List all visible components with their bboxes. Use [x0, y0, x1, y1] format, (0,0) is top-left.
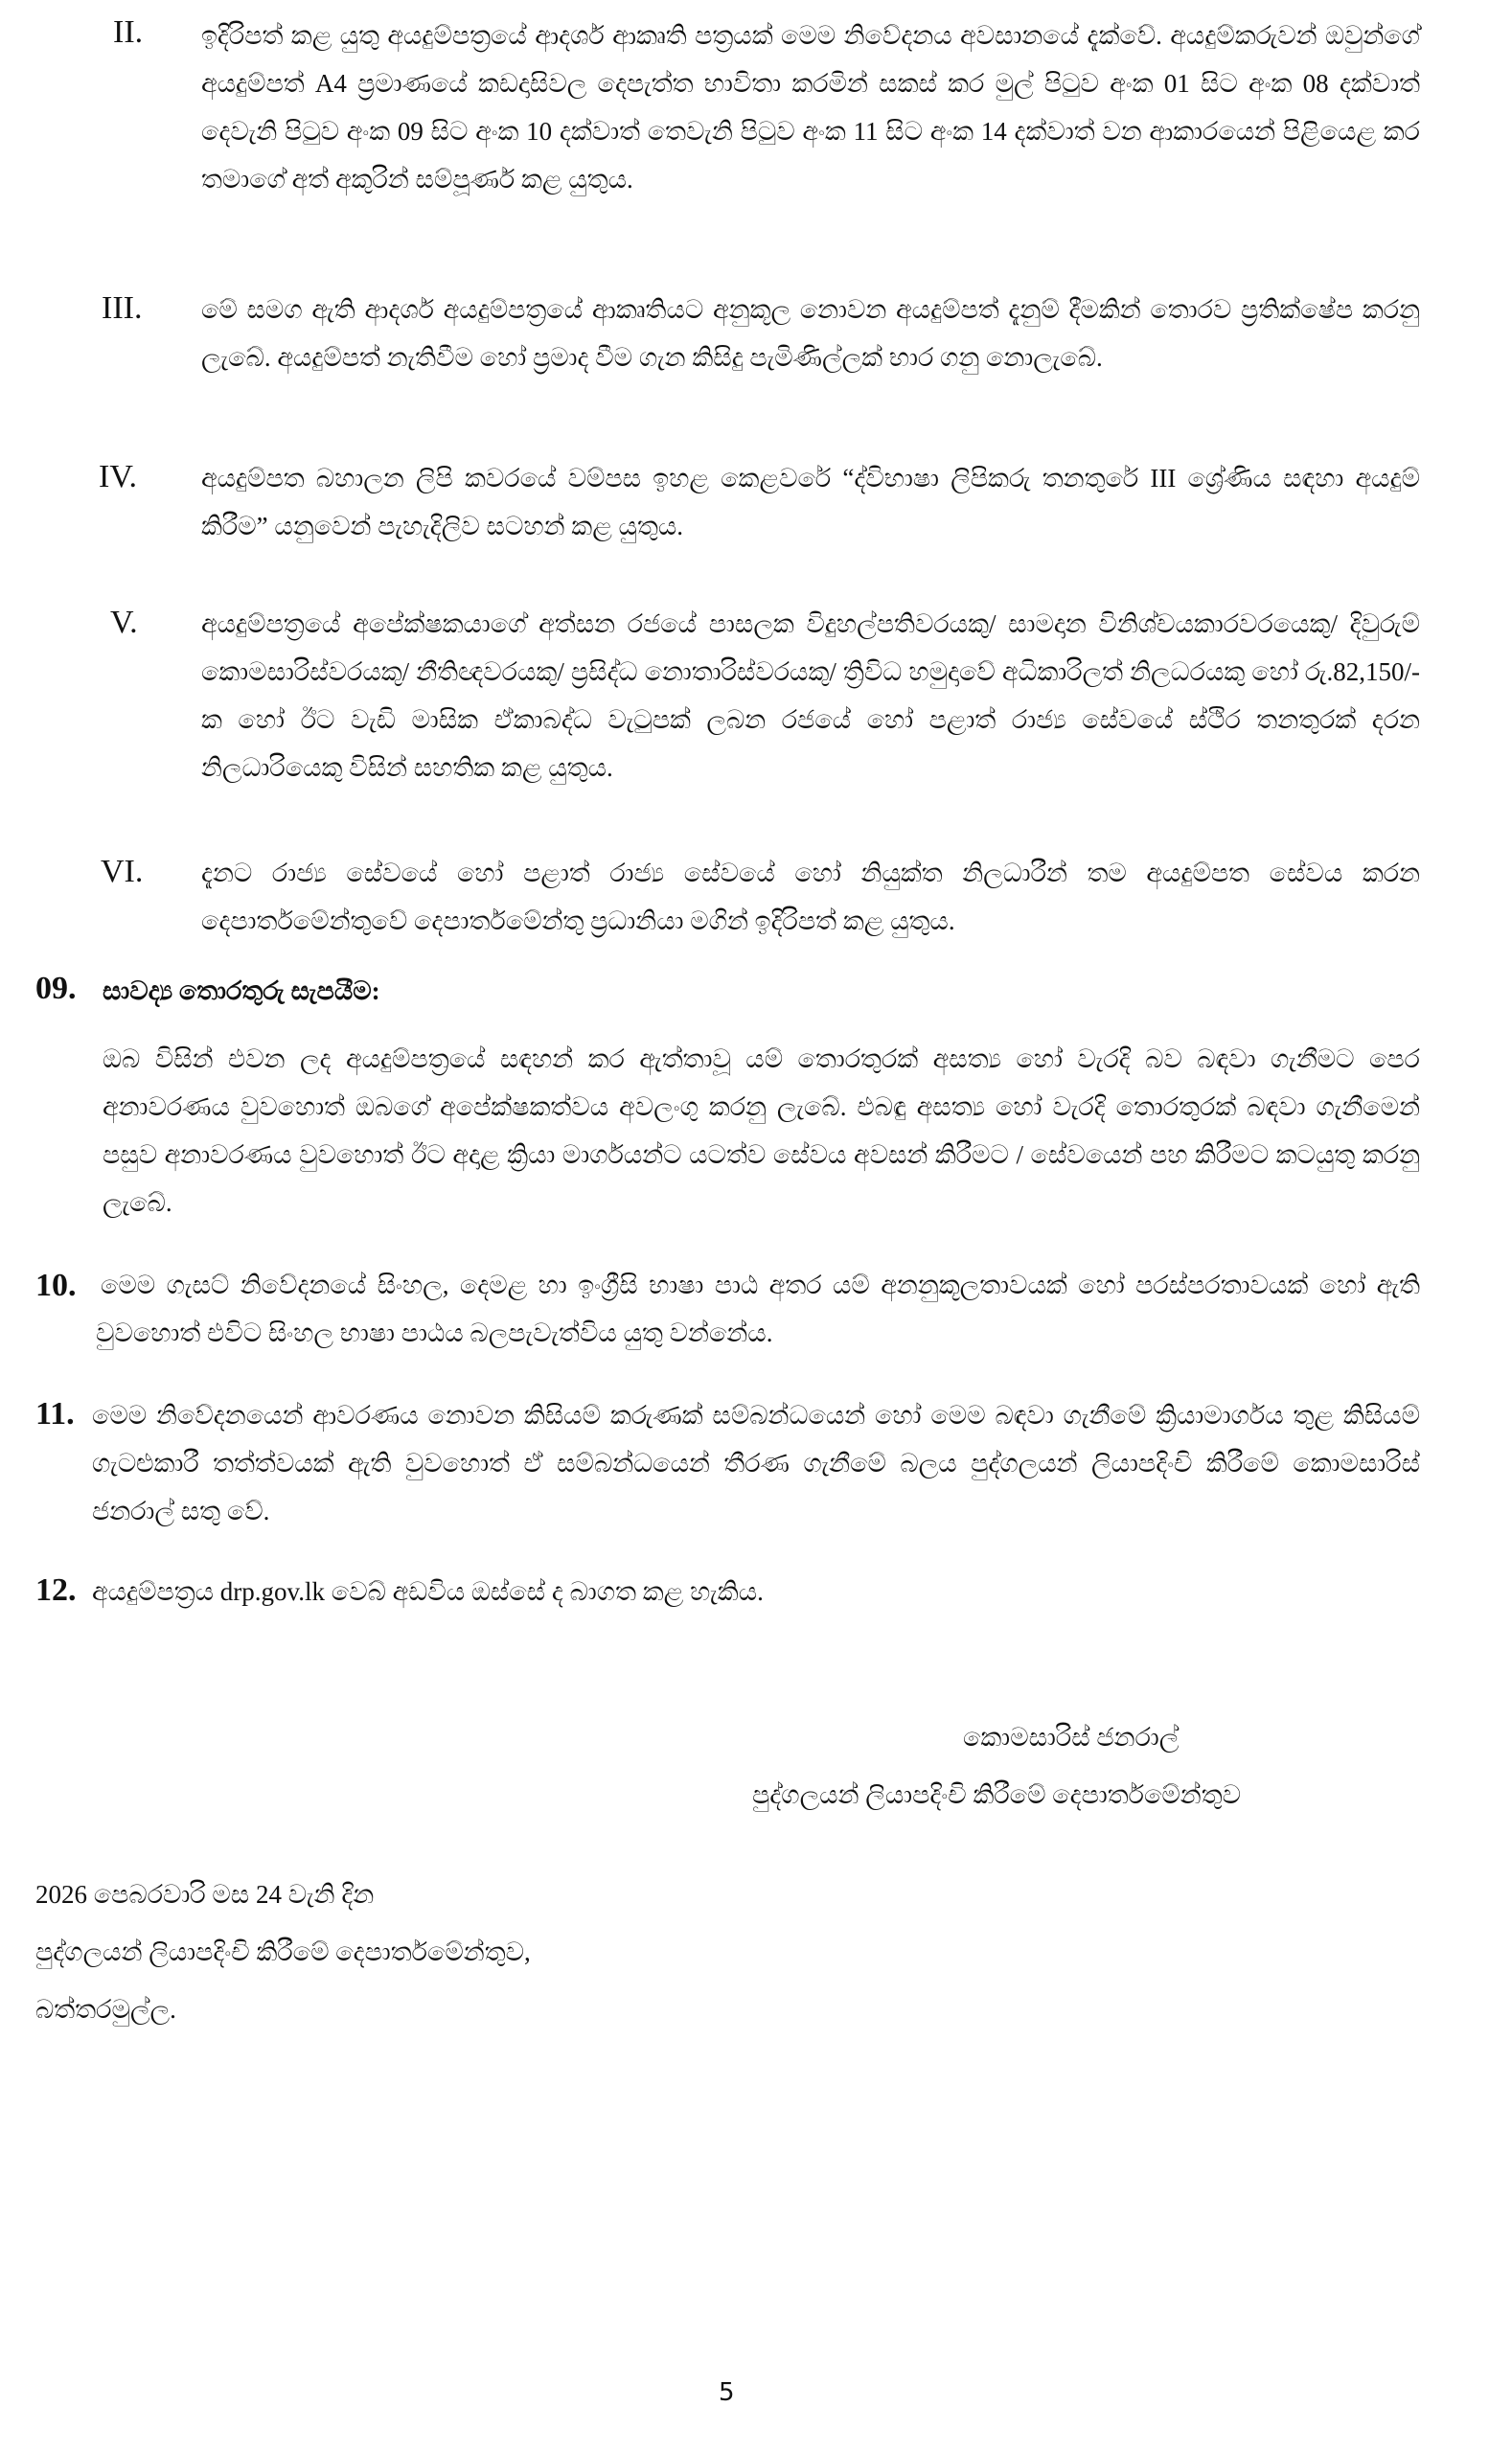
signature-title: කොමසාරිස් ජනරාල් — [963, 1723, 1180, 1752]
section-text-09: ඔබ විසින් එවන ලද අයදුම්පත්‍රයේ සඳහන් කර ඇත්තාවූ යම් තොරතුරක් අසත්‍ය හෝ වැරදි බව බඳවා ගැනීමට පෙර අනාවරණය වුවහොත් ඔබගේ අපේක්ෂකත්වය අවලංගු කරනු ලැබේ. එබඳු අසත්‍ය හෝ වැරදි තොරතුරක් බඳවා ගැනීමෙන් පසුව අනාවරණය වුවහොත් ඊට අදාළ ක්‍රියා මාර්ගයන්ට යටත්ව සේවය අවසන් කිරීමට / සේවයෙන් පහ කිරීමට කටයුතු කරනු ලැබේ. — [103, 1044, 1420, 1217]
subsection-text-iii: මේ සමග ඇති ආදර්ශ අයදුම්පත්‍රයේ ආකෘතියට අනුකූල නොවන අයදුම්පත් දැනුම් දීමකින් තොරව ප්‍රතික්ෂේප කරනු ලැබේ. අයදුම්පත් නැතිවීම හෝ ප්‍රමාද වීම ගැන කිසිදු පැමිණිල්ලක් භාර ගනු නොලැබේ. — [201, 295, 1420, 372]
section-number-09: 09. — [35, 971, 77, 1006]
subsection-numeral-v: V. — [110, 605, 138, 640]
page-number: 5 — [719, 2378, 735, 2407]
subsection-numeral-iii: III. — [102, 290, 143, 326]
section-number-10: 10. — [35, 1268, 77, 1303]
issuing-location: බත්තරමුල්ල. — [35, 1995, 176, 2024]
subsection-numeral-vi: VI. — [101, 854, 144, 889]
subsection-text-ii: ඉදිරිපත් කළ යුතු අයදුම්පත්‍රයේ ආදර්ශ ආකෘති පත්‍රයක් මෙම නිවේදනය අවසානයේ දැක්වේ. අයදුම්කරුවන් ඔවුන්ගේ අයදුම්පත් A4 ප්‍රමාණයේ කඩදාසිවල දෙපැත්ත භාවිතා කරමින් සකස් කර මුල් පිටුව අංක 01 සිට අංක 08 දක්වාත් දෙවැනි පිටුව අංක 09 සිට අංක 10 දක්වාත් තෙවැනි පිටුව අංක 11 සිට අංක 14 දක්වාත් වන ආකාරයෙන් පිළියෙළ කර තමාගේ අත් අකුරින් සම්පූර්ණ කළ යුතුය. — [201, 21, 1420, 194]
issue-date: 2026 පෙබරවාරි මස 24 වැනි දින — [35, 1880, 375, 1909]
subsection-numeral-ii: II. — [113, 14, 144, 50]
section-text-10: මෙම ගැසට් නිවේදනයේ සිංහල, දෙමළ හා ඉංග්‍රීසි භාෂා පාඨ අතර යම් අනනුකූලතාවයක් හෝ පරස්පරතාවයක් හෝ ඇති වුවහොත් එවිට සිංහල භාෂා පාඨය බලපැවැත්විය යුතු වන්නේය. — [96, 1271, 1420, 1347]
subsection-text-vi: දැනට රාජ්‍ය සේවයේ හෝ පළාත් රාජ්‍ය සේවයේ හෝ නියුක්ත නිලධාරීන් තම අයදුම්පත සේවය කරන දෙපාර්තමේන්තුවේ දෙපාර්තමේන්තු ප්‍රධානියා මගින් ඉදිරිපත් කළ යුතුය. — [201, 859, 1420, 935]
section-text-12: අයදුම්පත්‍රය drp.gov.lk වෙබ් අඩවිය ඔස්සේ ද බාගත කළ හැකිය. — [92, 1577, 764, 1606]
subsection-numeral-iv: IV. — [99, 459, 137, 494]
section-text-11: මෙම නිවේදනයෙන් ආවරණය නොවන කිසියම් කරුණක් සම්බන්ධයෙන් හෝ මෙම බඳවා ගැනීමේ ක්‍රියාමාර්ගය තුළ කිසියම් ගැටළුකාරී තත්ත්වයක් ඇති වුවහොත් ඒ සම්බන්ධයෙන් තීරණ ගැනීමේ බලය පුද්ගලයන් ලියාපදිංචි කිරීමේ කොමසාරිස් ජනරාල් සතු වේ. — [92, 1401, 1420, 1525]
subsection-text-iv: අයදුම්පත බහාලන ලිපි කවරයේ වම්පස ඉහළ කෙළවරේ “ද්විභාෂා ලිපිකරු තනතුරේ III ශ්‍රේණිය සඳහා අයදුම් කිරීම” යනුවෙන් පැහැදිලිව සටහන් කළ යුතුය. — [201, 464, 1420, 540]
subsection-text-v: අයදුම්පත්‍රයේ අපේක්ෂකයාගේ අත්සන රජයේ පාසලක විදුහල්පතිවරයකු/ සාමදාන විනිශ්චයකාරවරයෙකු/ දිවුරුම් කොමසාරිස්වරයකු/ නීතිඥවරයකු/ ප්‍රසිද්ධ නොතාරිස්වරයකු/ ත්‍රිවිධ හමුදාවේ අධිකාරිලත් නිලධරයකු හෝ රු.82,150/- ක හෝ ඊට වැඩි මාසික ඒකාබද්ධ වැටුපක් ලබන රජයේ හෝ පළාත් රාජ්‍ය සේවයේ ස්ථිර තනතුරක් දරන නිලධාරියෙකු විසින් සහතික කළ යුතුය. — [201, 609, 1420, 782]
section-heading-09: සාවද්‍ය තොරතුරු සැපයීම: — [103, 976, 380, 1005]
signature-department: පුද්ගලයන් ලියාපදිංචි කිරීමේ දෙපාර්තමේන්තුව — [752, 1780, 1242, 1809]
issuing-department: පුද්ගලයන් ලියාපදිංචි කිරීමේ දෙපාර්තමේන්තුව, — [35, 1937, 531, 1966]
section-number-11: 11. — [35, 1396, 75, 1432]
section-number-12: 12. — [35, 1572, 77, 1608]
